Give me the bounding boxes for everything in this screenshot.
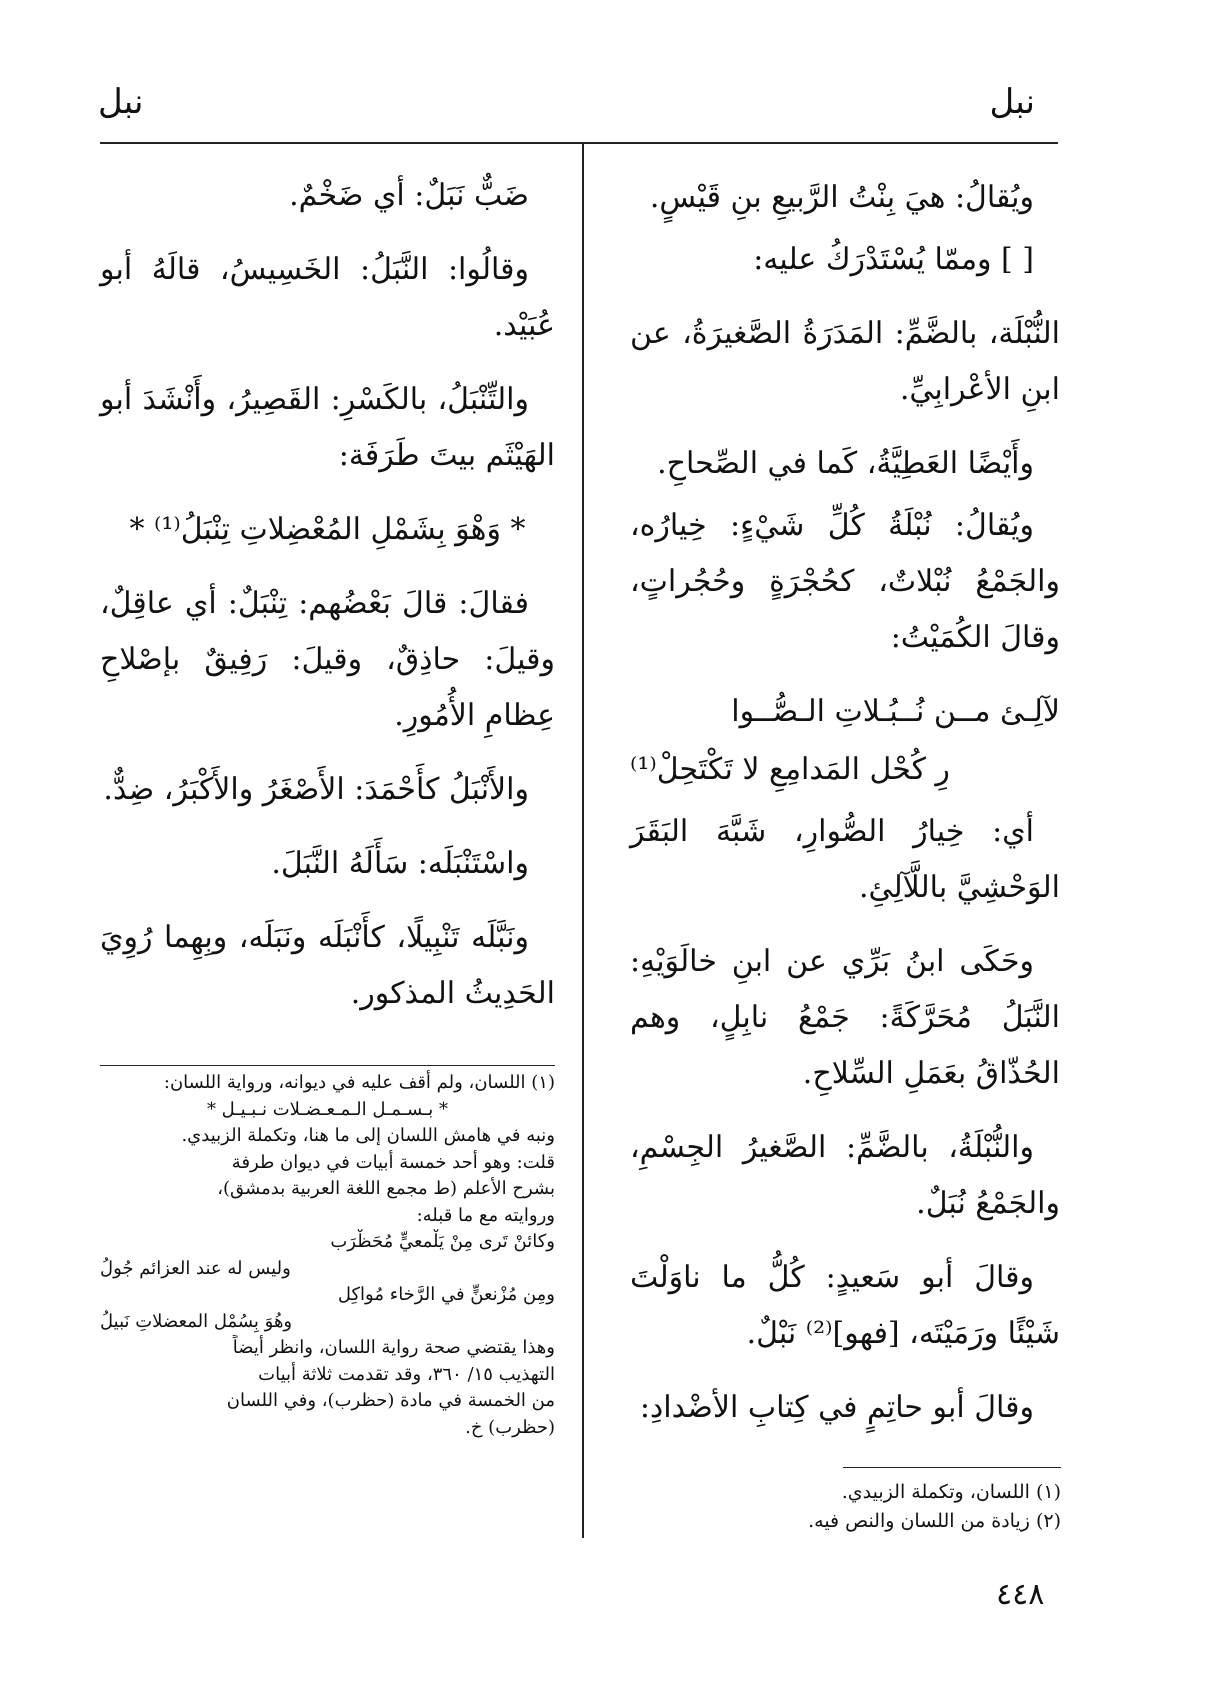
- right-column: [630, 170, 1060, 1454]
- running-header-right: نبل: [989, 82, 1035, 122]
- footnote-verse: * بـسـمـل الـمـعـضـلات نـبـيـل *: [206, 1098, 449, 1120]
- footnote-rule: [100, 1065, 555, 1066]
- paragraph: وقالُوا: النَّبَلُ: الخَسِيسُ، قالَهُ أبو عُبَيْد.: [100, 252, 555, 343]
- footnote-line: بشرح الأعلم (ط مجمع اللغة العربية بدمشق)،: [217, 1178, 555, 1199]
- footnote-line: وروايته مع ما قبله:: [416, 1204, 555, 1226]
- footnote-line: ونبه في هامش اللسان إلى ما هنا، وتكملة الزبيدي.: [181, 1125, 555, 1146]
- paragraph: النُّبْلَة، بالضَّمِّ: المَدَرَةُ الصَّغيرَةُ، عن ابنِ الأعْرابِيِّ.: [630, 316, 1060, 407]
- footnote-line: من الخمسة في مادة (حظرب)، وفي اللسان: [226, 1390, 555, 1411]
- column-separator: [582, 143, 584, 1538]
- footnote: (٢) زيادة من اللسان والنص فيه.: [808, 1510, 1061, 1532]
- verse-line: * وَهْوَ بِشَمْلِ المُعْضِلاتِ تِنْبَلُ⁽¹⁾ *: [129, 512, 526, 547]
- footnote-line: (حظرب) خ.: [465, 1416, 555, 1438]
- verse-line: لآلِـئ مــن نُــبُـلاتِ الـصُّــوا: [731, 694, 1060, 729]
- paragraph: [ ] وممّا يُسْتَدْرَكُ عليه:: [753, 242, 1034, 277]
- paragraph: وأَيْضًا العَطِيَّةُ، كَما في الصِّحاحِ.: [657, 446, 1034, 481]
- paragraph: والأَنْبَلُ كأَحْمَدَ: الأَصْغَرُ والأَكْبَرُ، ضِدٌّ.: [103, 772, 529, 807]
- verse-line: رِ كُحْل المَدامِعِ لا تَكْتَحِلْ⁽¹⁾: [630, 752, 950, 787]
- paragraph: ويُقالُ: نُبْلَةُ كُلِّ شَيْءٍ: خِيارُه، والجَمْعُ نُبْلاتٌ، كحُجْرَةٍ وحُجُراتٍ، وقالَ الكُمَيْتُ:: [630, 508, 1060, 655]
- paragraph: وحَكَى ابنُ بَرِّي عن ابنِ خالَوَيْهِ: النَّبَلُ مُحَرَّكَةً: جَمْعُ نابِلٍ، وهم الحُذّاقُ بعَمَلِ السِّلاحِ.: [630, 944, 1060, 1091]
- footnote-verse: وهُوَ بِسُمْل المعضلاتِ نَبيلُ: [100, 1310, 293, 1332]
- footnote-line: التهذيب ١٥/ ٣٦٠، وقد تقدمت ثلاثة أبيات: [258, 1363, 555, 1385]
- paragraph: وقالَ أبو حاتِمٍ في كِتابِ الأضْدادِ:: [639, 1390, 1034, 1425]
- paragraph: أي: خِيارُ الصُّوارِ، شَبَّهَ البَقَرَ الوَحْشِيَّ باللَّآلِئِ.: [630, 814, 1060, 905]
- footnote-line: (١) اللسان، ولم أقف عليه في ديوانه، ورواية اللسان:: [163, 1072, 555, 1093]
- paragraph: واسْتَنْبَلَه: سَأَلَهُ النَّبَلَ.: [271, 846, 529, 881]
- page-number: ٤٤٨: [996, 1577, 1045, 1612]
- header-rule: [100, 142, 1058, 144]
- paragraph: وقالَ أبو سَعيدٍ: كُلُّ ما ناوَلْتَ شَيْئًا ورَمَيْتَه، [فهو]⁽²⁾ نَبْلٌ.: [630, 1260, 1060, 1351]
- paragraph: والتِّنْبَلُ، بالكَسْرِ: القَصِيرُ، وأَنْشَدَ أبو الهَيْثَم بيتَ طَرَفَة:: [100, 382, 555, 473]
- left-column: [100, 168, 555, 1040]
- paragraph: فقالَ: قالَ بَعْضُهم: تِنْبَلٌ: أي عاقِلٌ، وقيلَ: حاذِقٌ، وقيلَ: رَفِيقٌ بإصْلاحِ عِظامِ الأُمُورِ.: [100, 586, 555, 733]
- paragraph: والنُّبْلَةُ، بالضَّمِّ: الصَّغيرُ الجِسْمِ، والجَمْعُ نُبَلٌ.: [630, 1130, 1060, 1221]
- footnote-rule: [843, 1467, 1061, 1468]
- footnote-line: قلت: وهو أحد خمسة أبيات في ديوان طرفة: [231, 1151, 555, 1173]
- footnote-verse: ومِن مُزْنعنٍّ في الرَّخاء مُواكِل: [337, 1284, 555, 1305]
- right-footnotes: [700, 1478, 1061, 1536]
- paragraph: ويُقالُ: هيَ بِنْتُ الرَّبيعِ بنِ قَيْسٍ.: [649, 180, 1034, 215]
- footnote: (١) اللسان، وتكملة الزبيدي.: [841, 1481, 1061, 1503]
- paragraph: ضَبٌّ نَبَلٌ: أي ضَخْمٌ.: [289, 178, 529, 213]
- running-header-left: نبل: [98, 82, 144, 122]
- paragraph: ونَبَّلَه تَنْبِيلًا، كأَنْبَلَه ونَبَلَه، وبِهِما رُوِيَ الحَدِيثُ المذكور.: [100, 920, 555, 1011]
- footnote-verse: وكائنْ تَرى مِنْ يَلْمعيٍّ مُحَظْرَب: [330, 1231, 555, 1252]
- footnote-line: وهذا يقتضي صحة رواية اللسان، وانظر أيضاً: [232, 1337, 555, 1358]
- footnote-verse: وليس له عند العزائم جُولُ: [100, 1257, 291, 1279]
- left-footnote: [100, 1070, 555, 1441]
